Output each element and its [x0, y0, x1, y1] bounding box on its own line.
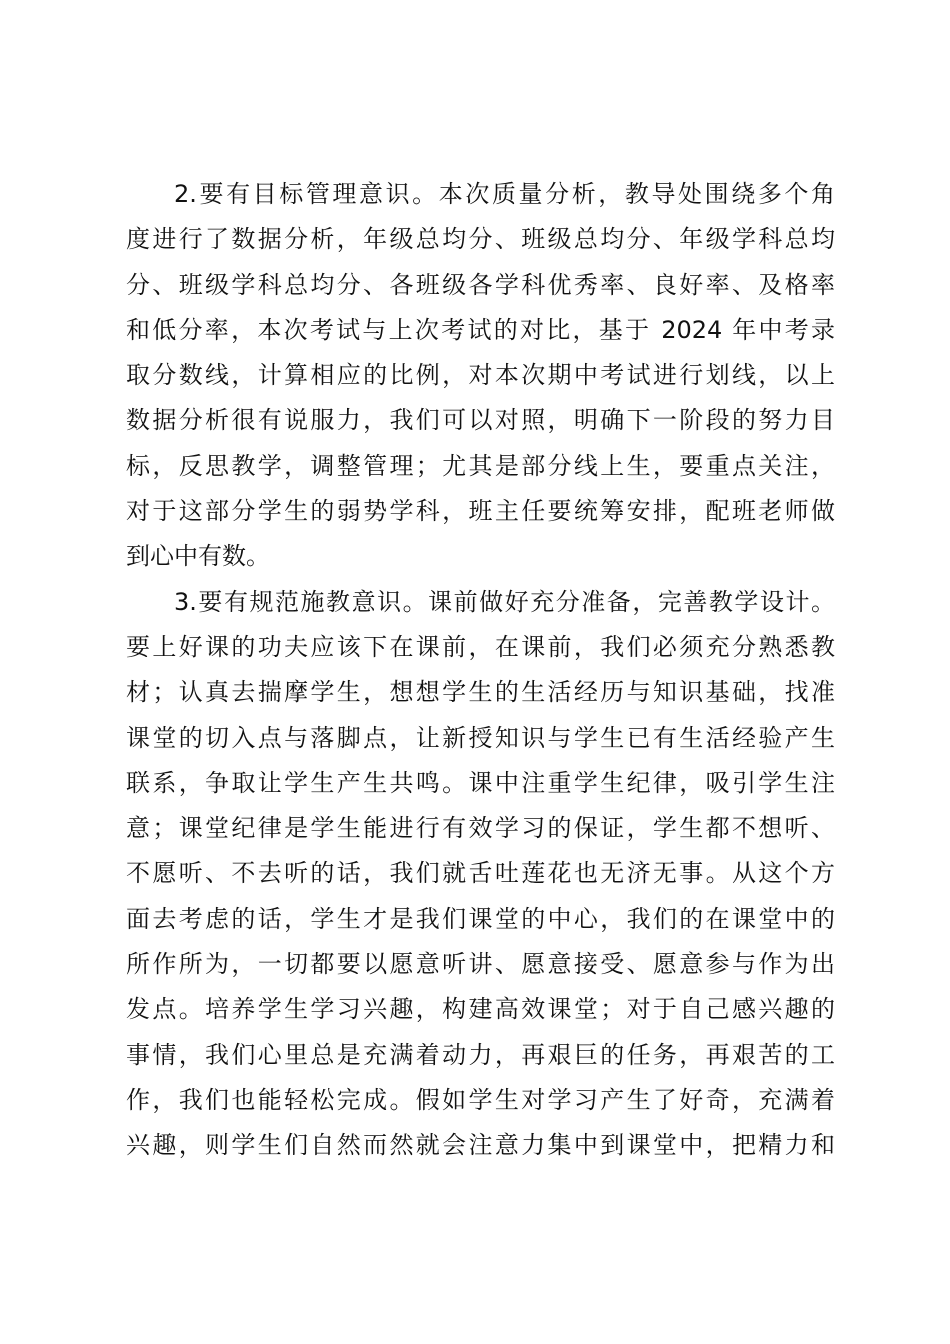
paragraph-standard-teaching: [126, 580, 835, 1169]
text-line: 作，我们也能轻松完成。假如学生对学习产生了好奇，充满着: [126, 1085, 835, 1114]
text-line: 要上好课的功夫应该下在课前，在课前，我们必须充分熟悉教: [126, 632, 835, 661]
document-body: [126, 172, 835, 1169]
text-line: 所作所为，一切都要以愿意听讲、愿意接受、愿意参与作为出: [126, 950, 835, 979]
text-line: 对于这部分学生的弱势学科，班主任要统筹安排，配班老师做: [126, 497, 835, 526]
text-line: 面去考虑的话，学生才是我们课堂的中心，我们的在课堂中的: [126, 904, 835, 933]
text-line: 兴趣，则学生们自然而然就会注意力集中到课堂中，把精力和: [126, 1131, 835, 1160]
text-line: 数据分析很有说服力，我们可以对照，明确下一阶段的努力目: [126, 406, 835, 435]
paragraph-target-management: [126, 172, 835, 580]
text-line: 材；认真去揣摩学生，想想学生的生活经历与知识基础，找准: [126, 678, 835, 707]
text-line: 不愿听、不去听的话，我们就舌吐莲花也无济无事。从这个方: [126, 859, 835, 888]
text-line: 3.要有规范施教意识。课前做好充分准备，完善教学设计。: [174, 587, 835, 616]
text-line: 分、班级学科总均分、各班级各学科优秀率、良好率、及格率: [126, 270, 835, 299]
text-line: 发点。培养学生学习兴趣，构建高效课堂；对于自己感兴趣的: [126, 995, 835, 1024]
text-line: 取分数线，计算相应的比例，对本次期中考试进行划线，以上: [126, 361, 835, 390]
text-line: 意；课堂纪律是学生能进行有效学习的保证，学生都不想听、: [126, 814, 835, 843]
text-line: 联系，争取让学生产生共鸣。课中注重学生纪律，吸引学生注: [126, 768, 835, 797]
text-line: 标，反思教学，调整管理；尤其是部分线上生，要重点关注，: [126, 451, 835, 480]
text-line: 度进行了数据分析，年级总均分、班级总均分、年级学科总均: [126, 225, 835, 254]
text-line: 2.要有目标管理意识。本次质量分析，教导处围绕多个角: [174, 180, 835, 208]
text-line: 和低分率，本次考试与上次考试的对比，基于 2024 年中考录: [126, 315, 835, 344]
text-line: 课堂的切入点与落脚点，让新授知识与学生已有生活经验产生: [126, 723, 835, 752]
text-line: 事情，我们心里总是充满着动力，再艰巨的任务，再艰苦的工: [126, 1040, 835, 1069]
text-line: 到心中有数。: [126, 542, 270, 571]
